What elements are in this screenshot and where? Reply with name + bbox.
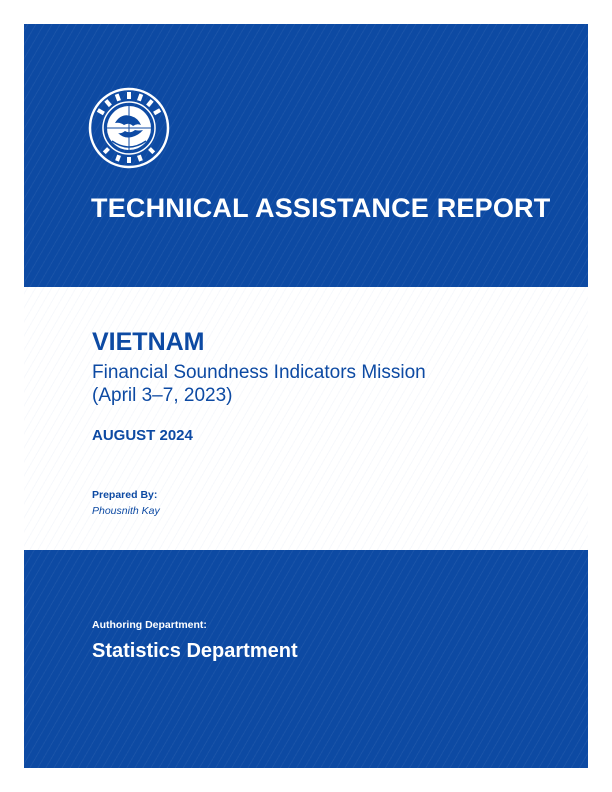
publication-date: AUGUST 2024 bbox=[92, 427, 193, 444]
country-title: VIETNAM bbox=[92, 328, 205, 356]
subtitle-line-1: Financial Soundness Indicators Mission bbox=[92, 362, 426, 383]
imf-seal-icon bbox=[88, 87, 170, 169]
authoring-department-name: Statistics Department bbox=[92, 640, 298, 662]
subtitle-line-2: (April 3–7, 2023) bbox=[92, 385, 233, 406]
report-cover bbox=[24, 24, 588, 768]
mission-subtitle bbox=[92, 361, 562, 407]
report-type-title: TECHNICAL ASSISTANCE REPORT bbox=[91, 193, 551, 223]
prepared-by-name: Phousnith Kay bbox=[92, 505, 160, 517]
top-blue-band bbox=[24, 24, 588, 287]
prepared-by-label: Prepared By: bbox=[92, 489, 158, 501]
authoring-department-label: Authoring Department: bbox=[92, 619, 207, 631]
